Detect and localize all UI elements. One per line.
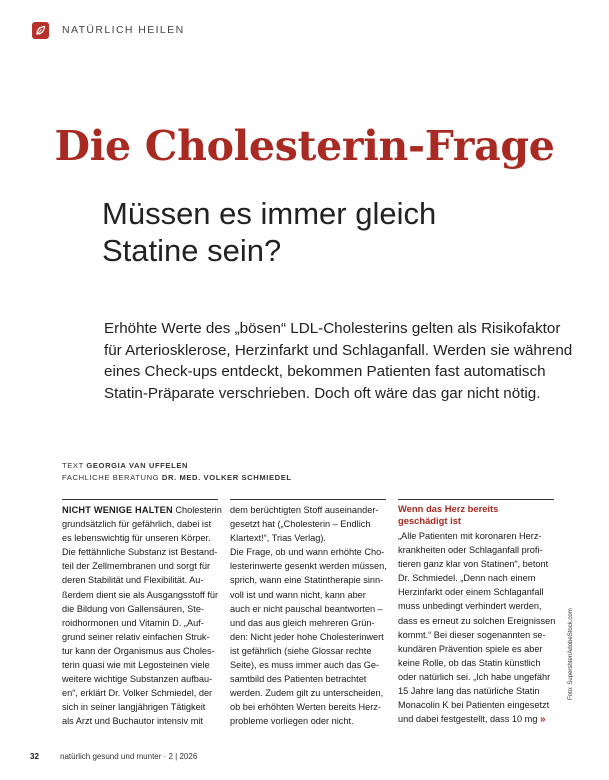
body-line: roidhormonen und Vitamin D. „Auf- [62, 617, 204, 628]
advice-credit [62, 472, 292, 484]
body-line [62, 503, 222, 517]
first-line-rest: Cholesterin [172, 505, 222, 515]
body-line: gesetzt hat („Cholesterin – Endlich [230, 519, 371, 530]
body-line: lesterinwerte gesenkt werden müssen, [230, 561, 387, 572]
body-line: Die Frage, ob und wann erhöhte Cho- [230, 547, 385, 558]
publication-footer: natürlich gesund und munter · 2 | 2026 [60, 752, 198, 761]
photo-credit: Foto: Supershter/AdobeStock.com [568, 608, 574, 700]
section-logo [32, 22, 49, 39]
body-column-2 [230, 503, 386, 729]
body-line: Dr. Schmiedel. „Denn nach einem [398, 573, 536, 584]
body-line: terin quasi wie mit Legosteinen viele [62, 660, 210, 671]
leaf-icon [35, 25, 46, 36]
body-line: die Bildung von Gallensäuren, Ste- [62, 603, 204, 614]
body-line: en“, erklärt Dr. Volker Schmiedel, der [62, 688, 213, 699]
body-line: oder natürlich sei. „Ich habe ungefähr [398, 671, 551, 682]
author-name: GEORGIA VAN UFFELEN [86, 461, 189, 470]
body-line: ßerdem dient sie als Ausgangsstoff für [62, 589, 219, 600]
column-rule [62, 499, 218, 500]
body-line: tur kann der Organismus aus Choles- [62, 645, 215, 656]
body-line [398, 712, 556, 727]
section-label: NATÜRLICH HEILEN [62, 24, 185, 36]
body-line: deren Stabilität und Flexibilität. Au- [62, 575, 204, 586]
lead-caps: NICHT WENIGE HALTEN [62, 505, 173, 515]
body-line: ob bei erhöhten Werten bereits Herz- [230, 702, 381, 713]
lead-line: eines Check-ups entdeckt, bekommen Patienten fast automatisch [104, 363, 546, 380]
subhead-line: Wenn das Herz bereits [398, 503, 499, 514]
body-line: muss unbedingt verhindert werden, [398, 601, 542, 612]
column-rule [398, 499, 554, 500]
body-line: grundsätzlich für gefährlich, dabei ist [62, 519, 212, 530]
body-line: als Arzt und Buchautor intensiv mit [62, 716, 203, 727]
section-subhead [398, 503, 556, 527]
article-lead [104, 318, 573, 404]
body-line: ist gefährlich (siehe Glossar rechte [230, 645, 372, 656]
body-line: auch er nicht pauschal beantworten – [230, 603, 383, 614]
body-line: Monacolin K bei Patienten eingesetzt [398, 700, 550, 711]
lead-line: Statin-Präparate verschrieben. Doch oft wäre das gar nicht nötig. [104, 384, 541, 402]
lead-line: für Arteriosklerose, Herzinfarkt und Schlaganfall. Werden sie während [104, 341, 573, 359]
advice-label: FACHLICHE BERATUNG [62, 473, 160, 482]
subtitle-line: Statine sein? [102, 233, 282, 268]
body-line: voll ist und wann nicht, kann aber [230, 589, 366, 600]
body-line: sich in seiner langjährigen Tätigkeit [62, 702, 206, 713]
article-subtitle [102, 195, 562, 269]
body-column-1 [62, 503, 222, 729]
body-line: dem berüchtigten Stoff auseinander- [230, 505, 379, 515]
body-line: Seite), es muss immer auch das Ge- [230, 660, 380, 671]
body-line: werden. Zudem gilt zu unterscheiden, [230, 688, 384, 699]
body-line: keine Rolle, ob das Statin künstlich [398, 657, 541, 668]
body-column-3 [398, 503, 556, 727]
body-line: weitere wichtige Substanzen aufbau- [62, 674, 213, 685]
body-line: teil der Zellmembranen und sorgt für [62, 561, 211, 572]
body-line: krankheiten oder Schlaganfall profi- [398, 545, 543, 556]
subtitle-line: Müssen es immer gleich [102, 196, 437, 231]
subhead-line: geschädigt ist [398, 515, 462, 526]
body-line: und das aus gleich mehreren Grün- [230, 617, 375, 628]
article-title: Die Cholesterin-Frage [54, 122, 555, 170]
lead-line: Erhöhte Werte des „bösen“ LDL-Cholesterins gelten als Risikofaktor [104, 320, 561, 337]
body-line: den: Nicht jeder hohe Cholesterinwert [230, 631, 384, 642]
body-line: Herzinfarkt oder einem Schlaganfall [398, 587, 544, 598]
body-line: tieren ganz klar von Statinen“, betont [398, 559, 549, 570]
author-credit [62, 460, 292, 472]
body-line: es lebenswichtig für unseren Körper. [62, 533, 211, 544]
body-line: probleme vorliegen oder nicht. [230, 716, 354, 727]
advisor-name: DR. MED. VOLKER SCHMIEDEL [161, 473, 292, 482]
body-line: samtbild des Patienten betrachtet [230, 674, 367, 685]
body-line: grund seiner relativ einfachen Struk- [62, 631, 210, 642]
body-line: dass es erneut zu solchen Ereignissen [398, 615, 556, 626]
body-line: Die fettähnliche Substanz ist Bestand- [62, 547, 218, 558]
column-rule [230, 499, 386, 500]
last-line-text: und dabei festgestellt, dass 10 mg [398, 714, 538, 725]
article-credits [62, 460, 292, 484]
body-line: „Alle Patienten mit koronaren Herz- [398, 531, 542, 541]
continue-arrow-icon: » [540, 714, 546, 726]
body-line: 15 Jahre lang das natürliche Statin [398, 686, 540, 697]
body-line: kundären Prävention spiele es aber [398, 643, 543, 654]
body-line: sprich, wann eine Statintherapie sinn- [230, 575, 384, 586]
page-number: 32 [30, 752, 39, 761]
body-line: kommt.“ Bei dieser sogenannten se- [398, 629, 546, 640]
body-line: Klartext!“, Trias Verlag). [230, 533, 326, 544]
text-label: TEXT [62, 461, 84, 470]
